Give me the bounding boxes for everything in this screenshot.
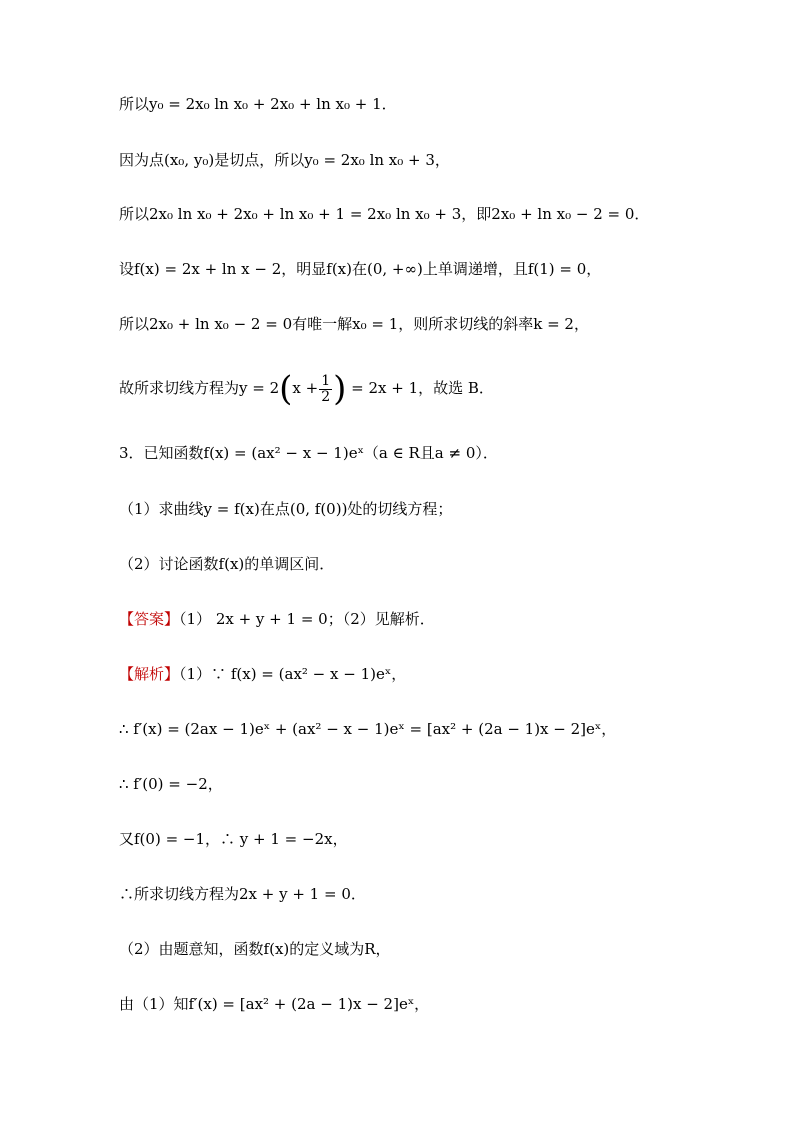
line-2: 因为点(x₀, y₀)是切点，所以y₀ = 2x₀ ln x₀ + 3， — [119, 151, 450, 169]
line-6-x-plus: x + — [292, 379, 319, 397]
line-12: ∴ f′(x) = (2ax − 1)eˣ + (ax² − x − 1)eˣ = [ax² + (2a − 1)x − 2]eˣ， — [119, 720, 617, 738]
line-6-post: = 2x + 1，故选 B． — [351, 379, 494, 397]
line-8: （1）求曲线y = f(x)在点(0, f(0))处的切线方程； — [119, 500, 453, 518]
line-15: ∴所求切线方程为2x + y + 1 = 0． — [119, 885, 366, 903]
line-9: （2）讨论函数f(x)的单调区间． — [119, 555, 335, 573]
analysis-text: （1）∵ f(x) = (ax² − x − 1)eˣ， — [179, 665, 407, 683]
line-5: 所以2x₀ + ln x₀ − 2 = 0有唯一解x₀ = 1，则所求切线的斜率k = 2， — [119, 315, 589, 333]
fraction-denominator: 2 — [321, 388, 331, 405]
line-6-pre: 故所求切线方程为y = 2 — [119, 379, 280, 397]
fraction — [319, 374, 332, 405]
line-14: 又f(0) = −1，∴ y + 1 = −2x， — [119, 830, 348, 848]
answer-text: （1） 2x + y + 1 = 0；（2）见解析． — [179, 610, 435, 628]
line-7: 3．已知函数f(x) = (ax² − x − 1)eˣ（a ∈ R且a ≠ 0）． — [119, 444, 498, 462]
line-16: （2）由题意知，函数f(x)的定义域为R， — [119, 940, 391, 958]
right-paren: ) — [333, 369, 347, 409]
left-paren: ( — [279, 369, 293, 409]
line-17: 由（1）知f′(x) = [ax² + (2a − 1)x − 2]eˣ， — [119, 995, 430, 1013]
line-3: 所以2x₀ ln x₀ + 2x₀ + ln x₀ + 1 = 2x₀ ln x₀ + 3，即2x₀ + ln x₀ − 2 = 0． — [119, 205, 650, 223]
line-1: 所以y₀ = 2x₀ ln x₀ + 2x₀ + ln x₀ + 1． — [119, 95, 397, 113]
line-answer — [119, 609, 435, 629]
line-4: 设f(x) = 2x + ln x − 2，明显f(x)在(0, +∞)上单调递增，且f(1) = 0， — [119, 260, 602, 278]
line-6 — [119, 369, 494, 409]
line-13: ∴ f′(0) = −2， — [119, 775, 223, 793]
line-analysis — [119, 664, 406, 684]
analysis-tag: 【解析】 — [119, 665, 180, 683]
answer-tag: 【答案】 — [119, 610, 180, 628]
fraction-numerator: 1 — [321, 372, 331, 389]
